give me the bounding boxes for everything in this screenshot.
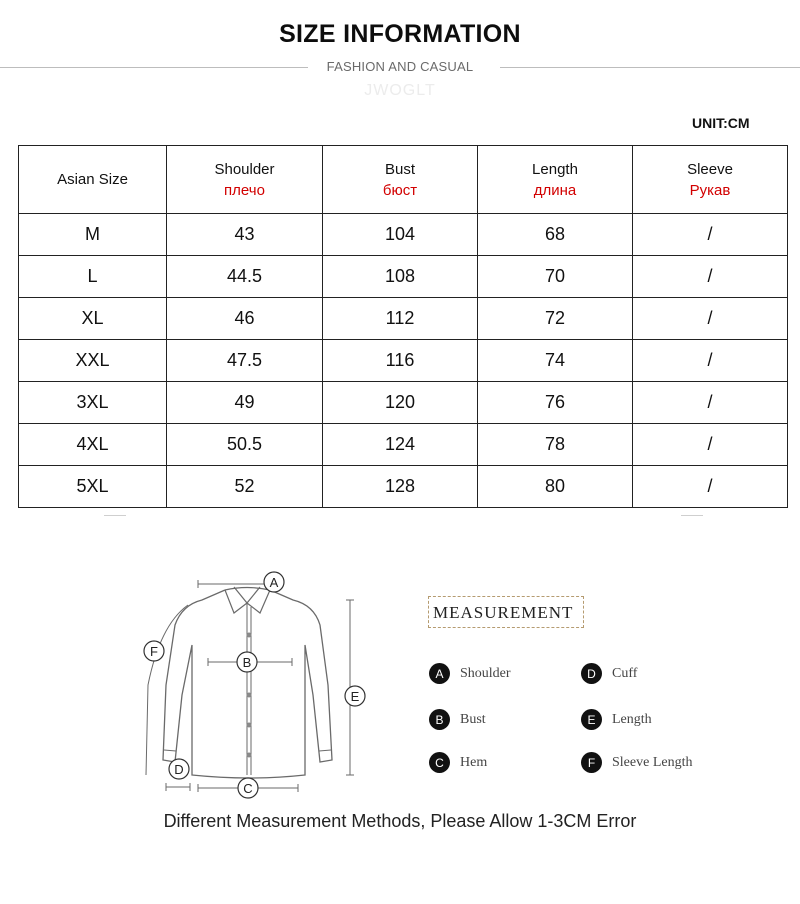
- header-label-ru: плечо: [224, 181, 265, 199]
- legend-item-length: [581, 709, 652, 730]
- decor-tick-left: [104, 515, 126, 516]
- cell-size: L: [19, 256, 167, 298]
- table-row: [19, 256, 788, 298]
- legend-badge-icon: D: [581, 663, 602, 684]
- cell-shoulder: 43: [167, 214, 323, 256]
- table-row: [19, 424, 788, 466]
- cell-sleeve: /: [633, 256, 788, 298]
- cell-shoulder: 50.5: [167, 424, 323, 466]
- legend-badge-icon: E: [581, 709, 602, 730]
- cell-shoulder: 44.5: [167, 256, 323, 298]
- cell-size: 5XL: [19, 466, 167, 508]
- header-label-en: Sleeve: [687, 160, 733, 178]
- cell-bust: 128: [323, 466, 478, 508]
- legend-item-cuff: [581, 663, 637, 684]
- cell-bust: 120: [323, 382, 478, 424]
- cell-bust: 108: [323, 256, 478, 298]
- brand-watermark: JWOGLT: [364, 82, 436, 99]
- cell-bust: 112: [323, 298, 478, 340]
- legend-label: Length: [612, 711, 652, 727]
- legend-item-shoulder: [429, 663, 511, 684]
- cell-length: 76: [478, 382, 633, 424]
- cell-size: M: [19, 214, 167, 256]
- cell-shoulder: 49: [167, 382, 323, 424]
- legend-badge-icon: A: [429, 663, 450, 684]
- cell-shoulder: 52: [167, 466, 323, 508]
- subtitle: FASHION AND CASUAL: [326, 59, 474, 74]
- cell-sleeve: /: [633, 424, 788, 466]
- cell-sleeve: /: [633, 214, 788, 256]
- table-row: [19, 466, 788, 508]
- header-label-ru: Рукав: [689, 181, 731, 199]
- size-table: [18, 145, 788, 508]
- cell-length: 78: [478, 424, 633, 466]
- legend-badge-icon: B: [429, 709, 450, 730]
- table-row: [19, 214, 788, 256]
- header-bust: [323, 146, 478, 214]
- header-shoulder: [167, 146, 323, 214]
- badge-a-icon: [264, 572, 284, 592]
- legend-label: Hem: [460, 754, 488, 770]
- header-asian-size: [19, 146, 167, 214]
- cell-sleeve: /: [633, 340, 788, 382]
- badge-a-text: A: [269, 575, 279, 590]
- page-title: SIZE INFORMATION: [279, 20, 521, 48]
- cell-bust: 116: [323, 340, 478, 382]
- legend-label: Bust: [460, 711, 486, 727]
- legend-badge-icon: C: [429, 752, 450, 773]
- header-label-en: Asian Size: [57, 171, 128, 188]
- badge-f-icon: [144, 641, 164, 661]
- header-label-ru: длина: [533, 181, 577, 199]
- cell-size: 4XL: [19, 424, 167, 466]
- legend-label: Sleeve Length: [612, 754, 693, 770]
- badge-c-text: C: [243, 781, 253, 796]
- badge-b-icon: [237, 652, 257, 672]
- cell-shoulder: 47.5: [167, 340, 323, 382]
- legend-label: Shoulder: [460, 665, 511, 681]
- cell-length: 70: [478, 256, 633, 298]
- badge-e-icon: [345, 686, 365, 706]
- decor-tick-right: [681, 515, 703, 516]
- legend-item-hem: [429, 752, 487, 773]
- header-label-ru: бюст: [382, 181, 418, 199]
- measurement-title: MEASUREMENT: [433, 603, 574, 622]
- table-row: [19, 382, 788, 424]
- measurement-error-note: Different Measurement Methods, Please Allow 1-3CM Error: [163, 811, 637, 831]
- badge-c-icon: [238, 778, 258, 798]
- table-header-row: [19, 146, 788, 214]
- cell-bust: 104: [323, 214, 478, 256]
- cell-sleeve: /: [633, 382, 788, 424]
- cell-shoulder: 46: [167, 298, 323, 340]
- badge-d-text: D: [174, 762, 184, 777]
- table-row: [19, 298, 788, 340]
- cell-length: 80: [478, 466, 633, 508]
- legend-item-sleeve-length: [581, 752, 692, 773]
- header-sleeve: [633, 146, 788, 214]
- cell-length: 68: [478, 214, 633, 256]
- badge-b-text: B: [242, 655, 252, 670]
- legend-label: Cuff: [612, 665, 638, 681]
- table-row: [19, 340, 788, 382]
- cell-length: 72: [478, 298, 633, 340]
- badge-e-text: E: [350, 689, 360, 704]
- header-label-en: Bust: [384, 160, 415, 178]
- cell-size: XL: [19, 298, 167, 340]
- cell-sleeve: /: [633, 298, 788, 340]
- cell-size: XXL: [19, 340, 167, 382]
- header-length: [478, 146, 633, 214]
- cell-length: 74: [478, 340, 633, 382]
- badge-d-icon: [169, 759, 189, 779]
- badge-f-text: F: [150, 644, 158, 659]
- legend-badge-icon: F: [581, 752, 602, 773]
- unit-label: UNIT:CM: [692, 115, 750, 131]
- cell-sleeve: /: [633, 466, 788, 508]
- shirt-diagram: [130, 565, 380, 805]
- cell-bust: 124: [323, 424, 478, 466]
- header-label-en: Length: [532, 160, 578, 178]
- header-label-en: Shoulder: [214, 160, 275, 178]
- cell-size: 3XL: [19, 382, 167, 424]
- legend-item-bust: [429, 709, 486, 730]
